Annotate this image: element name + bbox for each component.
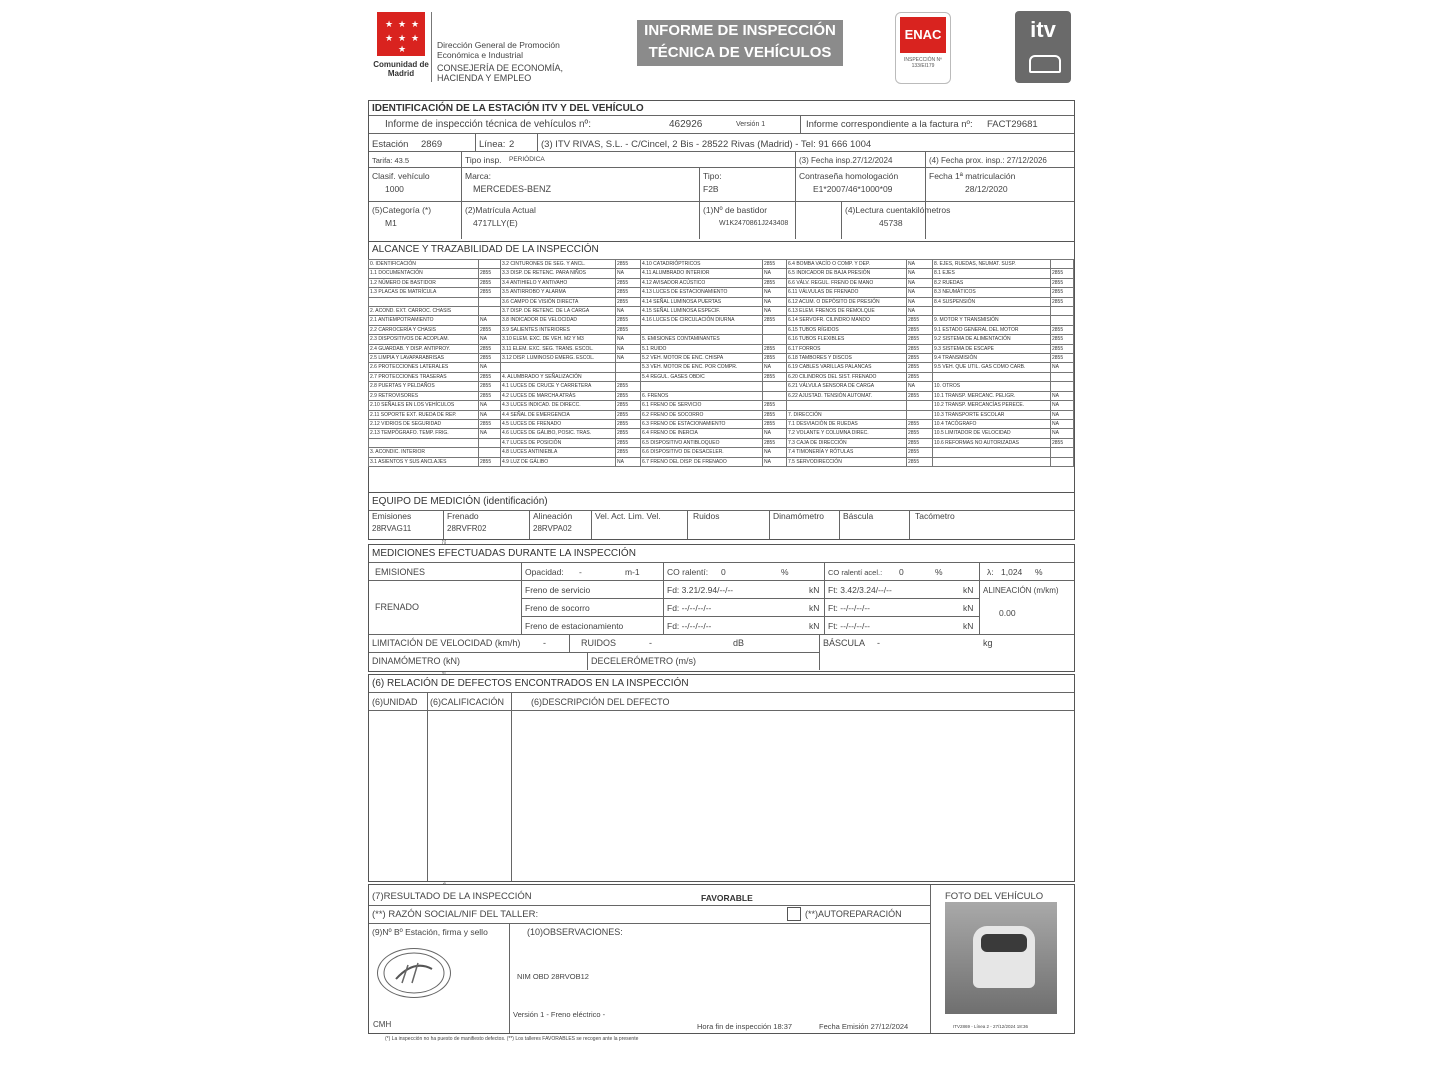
alcance-row xyxy=(369,438,1074,447)
alcance-item xyxy=(369,438,479,447)
alcance-item xyxy=(641,325,763,334)
alcance-inspector: 2855 xyxy=(479,269,501,278)
alcance-item: 4.12 AVISADOR ACÚSTICO xyxy=(641,278,763,287)
alcance-inspector: 2855 xyxy=(763,354,787,363)
alcance-inspector xyxy=(616,363,641,372)
alcance-item: 4.7 LUCES DE POSICIÓN xyxy=(501,438,616,447)
alcance-inspector: NA xyxy=(763,307,787,316)
alcance-inspector: 2855 xyxy=(616,438,641,447)
alcance-item: 2.2 CARROCERÍA Y CHASIS xyxy=(369,325,479,334)
alcance-inspector xyxy=(1051,457,1074,466)
alcance-inspector: 2855 xyxy=(1051,269,1074,278)
alcance-inspector: 2855 xyxy=(1051,344,1074,353)
alcance-item: 4.16 LUCES DE CIRCULACIÓN DIURNA xyxy=(641,316,763,325)
alcance-item: 8.4 SUSPENSIÓN xyxy=(933,297,1051,306)
alcance-inspector xyxy=(1051,448,1074,457)
alcance-inspector: NA xyxy=(1051,410,1074,419)
alcance-item: 6.12 ACUM. O DEPÓSITO DE PRESIÓN xyxy=(787,297,907,306)
logo-name: Comunidad de Madrid xyxy=(373,60,429,78)
itv-logo: itv xyxy=(1015,11,1071,83)
alcance-item: 4.4 SEÑAL DE EMERGENCIA xyxy=(501,410,616,419)
alcance-row xyxy=(369,316,1074,325)
alcance-item: 6.14 SERVOFR. CILINDRO MANDO xyxy=(787,316,907,325)
alcance-inspector: NA xyxy=(907,269,933,278)
alcance-item: 2.7 PROTECCIONES TRASERAS xyxy=(369,372,479,381)
alcance-inspector: 2855 xyxy=(763,401,787,410)
alcance-item: 5.1 RUIDO xyxy=(641,344,763,353)
alcance-item: 4.9 LUZ DE GÁLIBO xyxy=(501,457,616,466)
alcance-inspector: 2855 xyxy=(1051,288,1074,297)
alcance-row xyxy=(369,391,1074,400)
alcance-item: 6.13 ELEM. FRENOS DE REMOLQUE xyxy=(787,307,907,316)
alcance-inspector: 2855 xyxy=(907,372,933,381)
alcance-inspector: 2855 xyxy=(907,429,933,438)
alcance-inspector: 2855 xyxy=(616,429,641,438)
alcance-item: 6.17 FORROS xyxy=(787,344,907,353)
inspection-report-page xyxy=(355,8,1080,1042)
alcance-row xyxy=(369,401,1074,410)
alcance-item: 10.4 TACÓGRAFO xyxy=(933,419,1051,428)
alcance-row xyxy=(369,269,1074,278)
alcance-inspector xyxy=(1051,260,1074,269)
alcance-item: 10.3 TRANSPORTE ESCOLAR xyxy=(933,410,1051,419)
alcance-row xyxy=(369,260,1074,269)
alcance-section: ALCANCE Y TRAZABILIDAD DE LA INSPECCIÓN xyxy=(368,241,1075,495)
alcance-item: 1.3 PLACAS DE MATRÍCULA xyxy=(369,288,479,297)
alcance-item: 6.18 TAMBORES Y DISCOS xyxy=(787,354,907,363)
alcance-inspector: NA xyxy=(479,363,501,372)
alcance-item xyxy=(501,363,616,372)
alcance-inspector: 2855 xyxy=(1051,278,1074,287)
alcance-inspector: NA xyxy=(479,316,501,325)
alcance-inspector: 2855 xyxy=(907,457,933,466)
alcance-inspector: NA xyxy=(907,288,933,297)
alcance-item: 3.2 CINTURONES DE SEG. Y ANCL. xyxy=(501,260,616,269)
ministry-name: CONSEJERÍA DE ECONOMÍA, HACIENDA Y EMPLEO xyxy=(437,63,564,83)
alcance-item: 2.11 SOPORTE EXT. RUEDA DE REP. xyxy=(369,410,479,419)
alcance-item: 4.15 SEÑAL LUMINOSA ESPECIF. xyxy=(641,307,763,316)
alcance-item: 2.1 ANTIEMPOTRAMIENTO xyxy=(369,316,479,325)
alcance-item: 3.6 CAMPO DE VISIÓN DIRECTA xyxy=(501,297,616,306)
alcance-inspector: 2855 xyxy=(479,354,501,363)
identification-section: IDENTIFICACIÓN DE LA ESTACIÓN ITV Y DEL VEHÍCULO Informe de inspección técnica de vehículos nº: 462926 Versión 1 Informe correspondiente a la factura nº: FACT29681 Estación 2869 Línea: 2 (3) ITV RIVAS, S.L. - C/Cincel, 2 Bis - 28522 Rivas (Madrid) - Tel: 91 666 1004 Tarifa: 43.5 Tipo insp. PERIÓDICA (3) Fecha insp.27/12/2024 (4) Fecha prox. insp.: 27/12/2026 Clasif. vehículo 1000 Marca: MERCEDES-BENZ Tipo: F2B Contraseña homologación E1*2007/46*1000*09 Fecha 1ª matriculación 28/12/2020 (5)Categoría (*) M1 (2)Matrícula Actual 4717LLY(E) (1)Nº de bastidor W1K2470861J243408 (4)Lectura cuentakilómetros 45738 xyxy=(368,100,1075,242)
defectos-section: (6) RELACIÓN DE DEFECTOS ENCONTRADOS EN LA INSPECCIÓN (6)UNIDAD (6)CALIFICACIÓN (6)DESCRIPCIÓN DEL DEFECTO xyxy=(368,674,1075,882)
alcance-item: 6.2 FRENO DE SOCORRO xyxy=(641,410,763,419)
alcance-row xyxy=(369,307,1074,316)
alcance-inspector: 2855 xyxy=(763,260,787,269)
alcance-inspector: 2855 xyxy=(1051,335,1074,344)
alcance-inspector: 2855 xyxy=(907,391,933,400)
alcance-inspector xyxy=(479,260,501,269)
alcance-inspector: 2855 xyxy=(907,363,933,372)
alcance-inspector: NA xyxy=(479,335,501,344)
alcance-inspector: 2855 xyxy=(479,457,501,466)
alcance-inspector xyxy=(907,410,933,419)
alcance-inspector: 2855 xyxy=(907,335,933,344)
alcance-inspector: NA xyxy=(907,382,933,391)
alcance-inspector xyxy=(763,382,787,391)
alcance-inspector xyxy=(763,335,787,344)
alcance-inspector: 2855 xyxy=(616,382,641,391)
alcance-inspector: 2855 xyxy=(616,316,641,325)
alcance-inspector xyxy=(616,372,641,381)
alcance-inspector: 2855 xyxy=(1051,438,1074,447)
car-icon xyxy=(1029,55,1061,73)
alcance-item: 8. EJES, RUEDAS, NEUMAT. SUSP. xyxy=(933,260,1051,269)
alcance-item: 7. DIRECCIÓN xyxy=(787,410,907,419)
alcance-item: 3.1 ASIENTOS Y SUS ANCLAJES xyxy=(369,457,479,466)
alcance-inspector xyxy=(479,448,501,457)
alcance-inspector xyxy=(1051,316,1074,325)
alcance-item: 4.13 LUCES DE ESTACIONAMIENTO xyxy=(641,288,763,297)
alcance-inspector: NA xyxy=(907,278,933,287)
alcance-item: 4.5 LUCES DE FRENADO xyxy=(501,419,616,428)
alcance-item: 3.8 INDICADOR DE VELOCIDAD xyxy=(501,316,616,325)
alcance-inspector: 2855 xyxy=(763,316,787,325)
alcance-row xyxy=(369,410,1074,419)
alcance-item: 6.20 CILINDROS DEL SIST. FRENADO xyxy=(787,372,907,381)
enac-badge: ENAC INSPECCIÓN Nº 133/EI179 xyxy=(895,12,951,84)
alcance-row xyxy=(369,278,1074,287)
alcance-inspector: 2855 xyxy=(907,354,933,363)
alcance-inspector: 2855 xyxy=(616,410,641,419)
alcance-item: 7.1 DESVIACIÓN DE RUEDAS xyxy=(787,419,907,428)
alcance-inspector: NA xyxy=(616,307,641,316)
alcance-inspector: 2855 xyxy=(907,438,933,447)
alcance-item: 7.4 TIMONERÍA Y RÓTULAS xyxy=(787,448,907,457)
alcance-item: 3.10 ELEM. EXC. DE VEH. M2 Y M3 xyxy=(501,335,616,344)
alcance-inspector xyxy=(479,438,501,447)
alcance-inspector: 2855 xyxy=(763,278,787,287)
alcance-inspector: 2855 xyxy=(616,260,641,269)
autoreparacion-checkbox[interactable] xyxy=(787,907,801,921)
alcance-item: 6.4 FRENO DE INERCIA xyxy=(641,429,763,438)
alcance-item: 3.7 DISP. DE RETENC. DE LA CARGA xyxy=(501,307,616,316)
alcance-inspector: 2855 xyxy=(1051,297,1074,306)
alcance-item: 2.5 LIMPIA Y LAVAPARABRISAS xyxy=(369,354,479,363)
equipo-section: EQUIPO DE MEDICIÓN (identificación) Emisiones 28RVAG11 Frenado 28RVFR02 Alineación 28RVPA02 Vel. Act. Lim. Vel. Ruidos Dinamómetro Báscula Tacómetro xyxy=(368,492,1075,540)
alcance-item xyxy=(933,307,1051,316)
alcance-inspector: NA xyxy=(479,401,501,410)
alcance-item: 9. MOTOR Y TRANSMISIÓN xyxy=(933,316,1051,325)
alcance-item: 4.6 LUCES DE GÁLIBO, POSIC. TRAS. xyxy=(501,429,616,438)
alcance-row xyxy=(369,335,1074,344)
alcance-item: 7.3 CAJA DE DIRECCIÓN xyxy=(787,438,907,447)
alcance-item xyxy=(641,382,763,391)
alcance-row xyxy=(369,354,1074,363)
alcance-inspector xyxy=(1051,372,1074,381)
alcance-item: 4.14 SEÑAL LUMINOSA PUERTAS xyxy=(641,297,763,306)
alcance-row xyxy=(369,297,1074,306)
alcance-item: 10.5 LIMITADOR DE VELOCIDAD xyxy=(933,429,1051,438)
alcance-inspector: NA xyxy=(907,260,933,269)
alcance-inspector: 2855 xyxy=(907,316,933,325)
alcance-row xyxy=(369,448,1074,457)
alcance-item: 9.5 VEH. QUE UTIL. GAS COMO CARB. xyxy=(933,363,1051,372)
alcance-item: 8.2 RUEDAS xyxy=(933,278,1051,287)
alcance-item: 3.3 DISP. DE RETENC. PARA NIÑOS xyxy=(501,269,616,278)
madrid-flag-logo: ★ ★ ★ ★ ★ ★ ★ xyxy=(377,12,425,56)
alcance-item: 9.1 ESTADO GENERAL DEL MOTOR xyxy=(933,325,1051,334)
alcance-item: 10.1 TRANSP. MERCANC. PELIGR. xyxy=(933,391,1051,400)
alcance-inspector: NA xyxy=(763,429,787,438)
alcance-item: 6. FRENOS xyxy=(641,391,763,400)
alcance-inspector: 2855 xyxy=(616,401,641,410)
alcance-inspector: 2855 xyxy=(1051,325,1074,334)
alcance-item: 0. IDENTIFICACIÓN xyxy=(369,260,479,269)
alcance-item: 6.15 TUBOS RÍGIDOS xyxy=(787,325,907,334)
alcance-inspector: 2855 xyxy=(1051,354,1074,363)
alcance-item: 5.3 VEH. MOTOR DE ENC. POR COMPR. xyxy=(641,363,763,372)
alcance-item: 6.5 DISPOSITIVO ANTIBLOQUEO xyxy=(641,438,763,447)
station-stamp-icon xyxy=(377,948,451,998)
alcance-item: 7.2 VOLANTE Y COLUMNA DIREC. xyxy=(787,429,907,438)
alcance-item: 1.2 NÚMERO DE BASTIDOR xyxy=(369,278,479,287)
alcance-inspector: 2855 xyxy=(763,419,787,428)
mediciones-section: MEDICIONES EFECTUADAS DURANTE LA INSPECCIÓN EMISIONES Opacidad: - m-1 CO ralentí: 0 % CO ralentí acel.: 0 % λ: 1,024 % FRENADO Freno de servicio Fd: 3.21/2.94/--/-- kN Ft: 3.42/3.24/--/-- kN ALINEACIÓN (m/km) Freno de socorro Fd: --/--/--/-- kN Ft: --/--/--/-- kN 0.00 Freno de estacionamiento Fd: --/--/--/-- kN Ft: --/--/--/-- kN LIMITACIÓN DE VELOCIDAD (km/h) - RUIDOS - dB BÁSCULA - kg DINAMÓMETRO (kN) DECELERÓMETRO (m/s) xyxy=(368,544,1075,672)
alcance-item: 2.9 RETROVISORES xyxy=(369,391,479,400)
alcance-item: 8.3 NEUMÁTICOS xyxy=(933,288,1051,297)
alcance-inspector: NA xyxy=(1051,391,1074,400)
alcance-item: 10.2 TRANSP. MERCANCÍAS PERECE. xyxy=(933,401,1051,410)
alcance-inspector: 2855 xyxy=(763,438,787,447)
alcance-item: 4. ALUMBRADO Y SEÑALIZACIÓN xyxy=(501,372,616,381)
alcance-item: 6.1 FRENO DE SERVICIO xyxy=(641,401,763,410)
alcance-inspector: NA xyxy=(479,429,501,438)
alcance-inspector: 2855 xyxy=(479,288,501,297)
alcance-inspector: NA xyxy=(616,354,641,363)
alcance-inspector: NA xyxy=(763,297,787,306)
alcance-item: 2.4 GUARDAB. Y DISP. ANTIPROY. xyxy=(369,344,479,353)
alcance-item: 2.12 VIDRIOS DE SEGURIDAD xyxy=(369,419,479,428)
report-title: INFORME DE INSPECCIÓN TÉCNICA DE VEHÍCULOS xyxy=(637,20,843,66)
alcance-inspector: 2855 xyxy=(616,325,641,334)
alcance-item: 1.1 DOCUMENTACIÓN xyxy=(369,269,479,278)
alcance-item: 3.11 ELEM. EXC. SEG. TRANS. ESCOL. xyxy=(501,344,616,353)
alcance-inspector: NA xyxy=(616,344,641,353)
alcance-inspector: 2855 xyxy=(907,325,933,334)
alcance-item: 6.7 FRENO DEL DISP. DE FRENADO xyxy=(641,457,763,466)
alcance-item: 9.4 TRANSMISIÓN xyxy=(933,354,1051,363)
alcance-inspector: 2855 xyxy=(616,391,641,400)
alcance-inspector: 2855 xyxy=(763,410,787,419)
alcance-item xyxy=(369,297,479,306)
alcance-item: 5.4 REGUL. GASES OBD/C xyxy=(641,372,763,381)
alcance-item: 2. ACOND. EXT. CARROC. CHASIS xyxy=(369,307,479,316)
alcance-row xyxy=(369,288,1074,297)
alcance-item: 3.5 ANTIRROBO Y ALARMA xyxy=(501,288,616,297)
alcance-item: 2.8 PUERTAS Y PELDAÑOS xyxy=(369,382,479,391)
alcance-row xyxy=(369,457,1074,466)
alcance-item: 6.11 VÁLVULAS DE FRENADO xyxy=(787,288,907,297)
alcance-inspector: 2855 xyxy=(616,419,641,428)
alcance-item: 9.3 SISTEMA DE ESCAPE xyxy=(933,344,1051,353)
alcance-item: 4.11 ALUMBRADO INTERIOR xyxy=(641,269,763,278)
alcance-inspector: NA xyxy=(1051,401,1074,410)
alcance-inspector: NA xyxy=(1051,419,1074,428)
alcance-inspector: NA xyxy=(616,269,641,278)
alcance-inspector xyxy=(763,325,787,334)
alcance-inspector: NA xyxy=(763,448,787,457)
alcance-inspector: 2855 xyxy=(616,278,641,287)
alcance-row xyxy=(369,429,1074,438)
alcance-inspector: 2855 xyxy=(479,344,501,353)
resultado-section: (7)RESULTADO DE LA INSPECCIÓN FAVORABLE FOTO DEL VEHÍCULO (**) RAZÓN SOCIAL/NIF DEL TALLER: (**)AUTOREPARACIÓN (9)Nº Bº Estación, firma y sello (10)OBSERVACIONES: NIM OBD 28RVOB12 Versión 1 - Freno eléctrico - Hora fin de inspección 18:37 Fecha Emisión 27/12/2024 CMH ITV2869 - Línea 2 - 27/12/2024 18:36 xyxy=(368,884,1075,1034)
alcance-inspector xyxy=(479,307,501,316)
alcance-inspector: NA xyxy=(763,269,787,278)
alcance-item xyxy=(933,457,1051,466)
alcance-inspector: 2855 xyxy=(479,419,501,428)
alcance-item xyxy=(933,372,1051,381)
alcance-inspector: 2855 xyxy=(479,325,501,334)
alcance-inspector: NA xyxy=(1051,363,1074,372)
alcance-inspector: NA xyxy=(763,457,787,466)
alcance-inspector: NA xyxy=(907,307,933,316)
alcance-item: 10.6 REFORMAS NO AUTORIZADAS xyxy=(933,438,1051,447)
alcance-item: 8.1 EJES xyxy=(933,269,1051,278)
alcance-item: 3.12 DISP. LUMINOSO EMERG. ESCOL. xyxy=(501,354,616,363)
alcance-row xyxy=(369,344,1074,353)
alcance-inspector: 2855 xyxy=(763,372,787,381)
alcance-item xyxy=(787,401,907,410)
alcance-item: 5.2 VEH. MOTOR DE ENC. CHISPA xyxy=(641,354,763,363)
alcance-inspector: NA xyxy=(907,297,933,306)
alcance-item: 6.5 INDICADOR DE BAJA PRESIÓN xyxy=(787,269,907,278)
alcance-item: 2.13 TEMPÓGRAFO. TEMP. FRIG. xyxy=(369,429,479,438)
alcance-inspector: 2855 xyxy=(616,297,641,306)
alcance-inspector: NA xyxy=(479,410,501,419)
alcance-inspector: NA xyxy=(763,363,787,372)
alcance-inspector: 2855 xyxy=(763,344,787,353)
alcance-item: 3.4 ANTIHIELO Y ANTIVAHO xyxy=(501,278,616,287)
alcance-row xyxy=(369,419,1074,428)
alcance-inspector: 2855 xyxy=(616,448,641,457)
alcance-item: 4.3 LUCES INDICAD. DE DIRECC. xyxy=(501,401,616,410)
alcance-inspector xyxy=(907,401,933,410)
alcance-grid xyxy=(368,259,1074,467)
alcance-inspector: NA xyxy=(763,288,787,297)
alcance-inspector: 2855 xyxy=(907,419,933,428)
alcance-item: 4.2 LUCES DE MARCHA ATRÁS xyxy=(501,391,616,400)
alcance-inspector: 2855 xyxy=(479,391,501,400)
alcance-item: 6.3 FRENO DE ESTACIONAMIENTO xyxy=(641,419,763,428)
alcance-item: 9.2 SISTEMA DE ALIMENTACIÓN xyxy=(933,335,1051,344)
alcance-row xyxy=(369,382,1074,391)
alcance-item: 7.5 SERVODIRECCIÓN xyxy=(787,457,907,466)
alcance-item: 6.19 CABLES VARILLAS PALANCAS xyxy=(787,363,907,372)
alcance-inspector: NA xyxy=(616,457,641,466)
report-header xyxy=(365,8,1075,98)
alcance-item: 6.6 DISPOSITIVO DE DESACELER. xyxy=(641,448,763,457)
alcance-item: 6.21 VÁLVULA SENSORA DE CARGA xyxy=(787,382,907,391)
alcance-item: 2.3 DISPOSITIVOS DE ACOPLAM. xyxy=(369,335,479,344)
alcance-item: 6.16 TUBOS FLEXIBLES xyxy=(787,335,907,344)
alcance-inspector xyxy=(1051,382,1074,391)
footnote: (*) La inspección no ha puesto de manifiesto defectos. (**) Los talleres FAVORABLES se recogen ante la presente xyxy=(385,1036,639,1042)
alcance-item: 2.10 SEÑALES EN LOS VEHÍCULOS xyxy=(369,401,479,410)
alcance-row xyxy=(369,325,1074,334)
alcance-inspector: 2855 xyxy=(907,448,933,457)
alcance-item: 3. ACONDIC. INTERIOR xyxy=(369,448,479,457)
alcance-inspector: NA xyxy=(616,335,641,344)
alcance-row xyxy=(369,363,1074,372)
alcance-item: 5. EMISIONES CONTAMINANTES xyxy=(641,335,763,344)
alcance-item: 6.4 BOMBA VACÍO O COMP. Y DEP. xyxy=(787,260,907,269)
alcance-item: 10. OTROS xyxy=(933,382,1051,391)
alcance-inspector: 2855 xyxy=(616,288,641,297)
department-name: Dirección General de Promoción Económica e Industrial xyxy=(437,40,560,60)
alcance-item: 4.1 LUCES DE CRUCE Y CARRETERA xyxy=(501,382,616,391)
alcance-inspector xyxy=(763,391,787,400)
alcance-item: 2.6 PROTECCIONES LATERALES xyxy=(369,363,479,372)
alcance-inspector xyxy=(479,297,501,306)
alcance-row xyxy=(369,372,1074,381)
alcance-inspector: 2855 xyxy=(479,372,501,381)
alcance-item xyxy=(933,448,1051,457)
alcance-item: 4.10 CATADRIÓPTRICOS xyxy=(641,260,763,269)
alcance-inspector xyxy=(1051,307,1074,316)
alcance-inspector: 2855 xyxy=(907,344,933,353)
vehicle-photo xyxy=(945,902,1057,1014)
alcance-inspector: 2855 xyxy=(479,382,501,391)
alcance-inspector: 2855 xyxy=(479,278,501,287)
alcance-item: 3.9 SALIENTES INTERIORES xyxy=(501,325,616,334)
alcance-item: 6.6 VÁLV. REGUL. FRENO DE MANO xyxy=(787,278,907,287)
alcance-inspector: NA xyxy=(1051,429,1074,438)
alcance-item: 6.22 AJUSTAD. TENSIÓN AUTOMAT. xyxy=(787,391,907,400)
alcance-item: 4.8 LUCES ANTINIEBLA xyxy=(501,448,616,457)
